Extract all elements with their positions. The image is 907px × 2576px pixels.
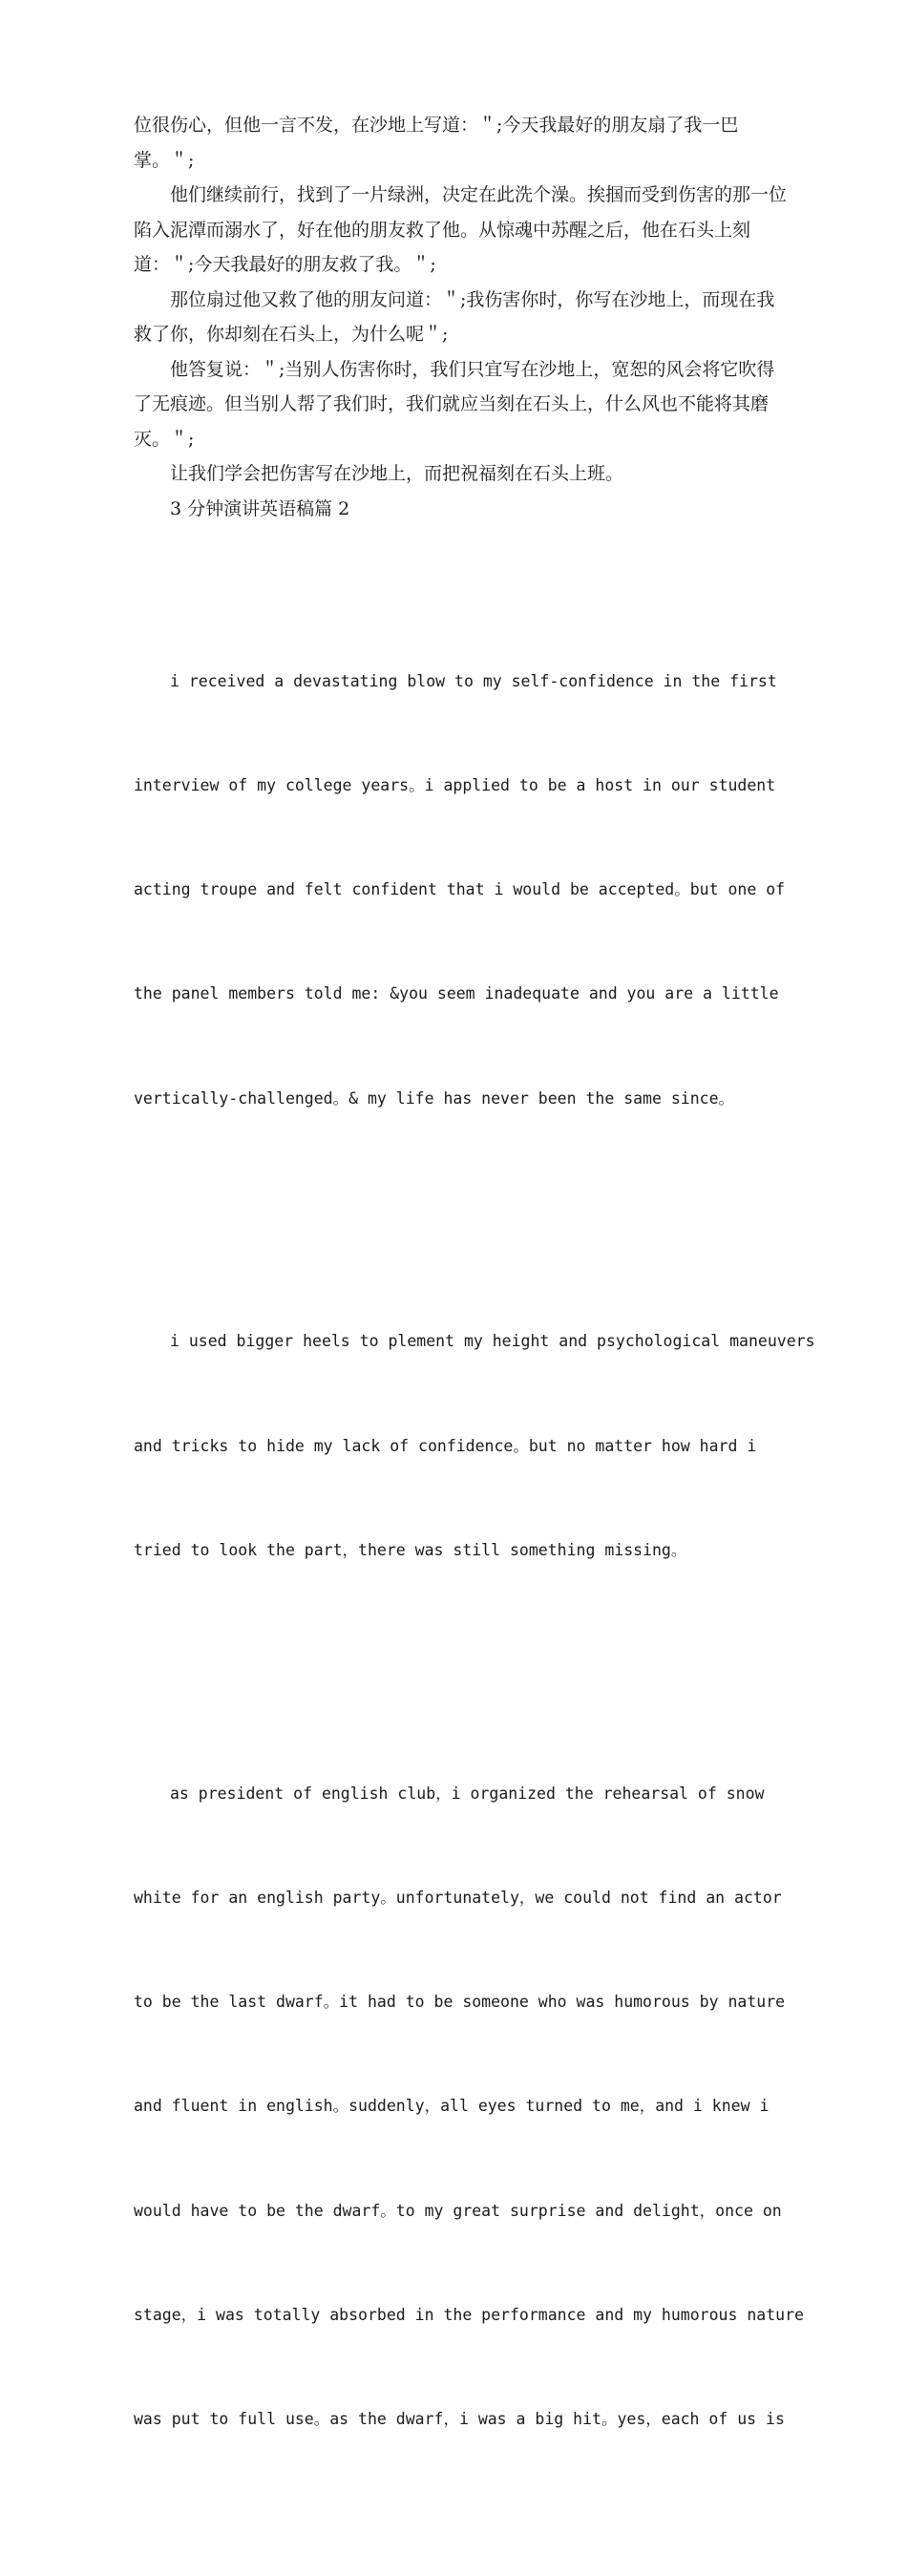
text-line: white for an english party。unfortunately，we could not find an actor (134, 1888, 782, 1907)
text-line: 道：＂;今天我最好的朋友救了我。＂; (134, 254, 436, 275)
text-line: i used bigger heels to plement my height and psychological maneuvers (170, 1332, 815, 1351)
text-line: tried to look the part，there was still something missing。 (134, 1540, 687, 1559)
text-line: 他们继续前行，找到了一片绿洲，决定在此洗个澡。挨掴而受到伤害的那一位 (170, 184, 788, 205)
text-line: would have to be the dwarf。to my great surprise and delight，once on (134, 2201, 782, 2220)
text-line: and fluent in english。suddenly，all eyes turned to me，and i knew i (134, 2097, 770, 2116)
text-line: the panel members told me: &you seem inadequate and you are a little (134, 984, 779, 1003)
text-line: to be the last dwarf。it had to be someone who was humorous by nature (134, 1993, 786, 2012)
paragraph (134, 352, 792, 457)
text-line: was put to full use。as the dwarf，i was a big hit。yes，each of us is (134, 2409, 785, 2428)
text-line: i received a devastating blow to my self-confidence in the first (170, 671, 777, 690)
text-line: 他答复说：＂;当别人伤害你时，我们只宜写在沙地上，宽恕的风会将它吹得 (170, 358, 775, 380)
paragraph (134, 108, 792, 178)
text-line: 那位扇过他又救了他的朋友问道：＂;我伤害你时，你写在沙地上，而现在我 (170, 288, 775, 310)
text-line: 了无痕迹。但当别人帮了我们时，我们就应当刻在石头上，什么风也不能将其磨 (134, 393, 770, 414)
chinese-text-section (134, 108, 792, 526)
paragraph (134, 1707, 804, 2506)
text-line: vertically-challenged。& my life has never been the same since。 (134, 1088, 735, 1108)
text-line: as president of english club，i organized the rehearsal of snow (170, 1784, 765, 1803)
section-heading (134, 492, 792, 527)
english-text-section (134, 525, 815, 2576)
paragraph (134, 178, 792, 283)
paragraph (134, 283, 792, 352)
paragraph (134, 1256, 815, 1637)
text-line: acting troupe and felt confident that i would be accepted。but one of (134, 880, 786, 899)
text-line: 陷入泥潭而溺水了，好在他的朋友救了他。从惊魂中苏醒之后，他在石头上刻 (134, 219, 751, 241)
text-line: 救了你，你却刻在石头上，为什么呢＂; (134, 324, 449, 345)
text-line: stage，i was totally absorbed in the performance and my humorous nature (134, 2305, 804, 2324)
text-line: 让我们学会把伤害写在沙地上，而把祝福刻在石头上班。 (170, 463, 624, 484)
paragraph (134, 456, 792, 492)
text-line: 掌。＂; (134, 149, 195, 171)
section-heading-text: 3 分钟演讲英语稿篇 2 (170, 497, 350, 519)
text-line: 位很伤心，但他一言不发，在沙地上写道：＂;今天我最好的朋友扇了我一巴 (134, 115, 739, 136)
text-line: interview of my college years。i applied to be a host in our student (134, 775, 776, 794)
text-line: 灭。＂; (134, 428, 195, 450)
paragraph (134, 595, 792, 1186)
text-line: and tricks to hide my lack of confidence。but no matter how hard i (134, 1436, 757, 1455)
